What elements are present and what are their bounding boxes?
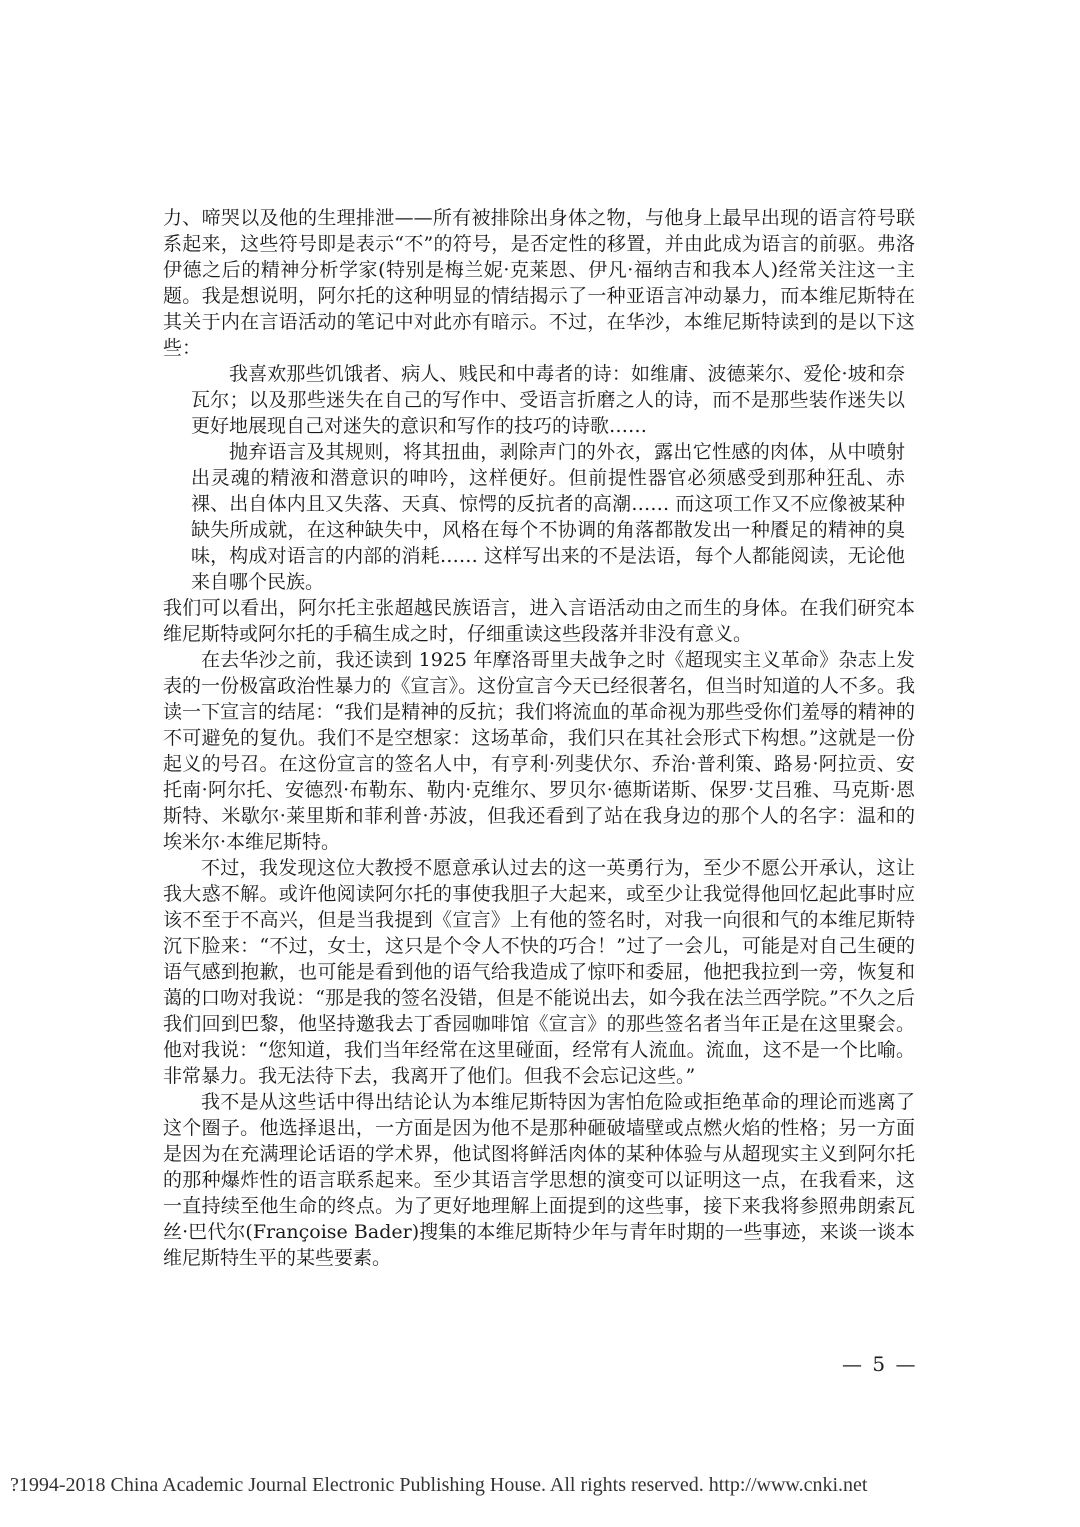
paragraph: 我们可以看出，阿尔托主张超越民族语言，进入言语活动由之而生的身体。在我们研究本维尼斯特或阿尔托的手稿生成之时，仔细重读这些段落并非没有意义。 xyxy=(163,597,915,645)
footer-copyright: ?1994-2018 China Academic Journal Electronic Publishing House. All rights reserved. http://www.cnki.net xyxy=(10,1474,868,1496)
paragraph: 在去华沙之前，我还读到 1925 年摩洛哥里夫战争之时《超现实主义革命》杂志上发表的一份极富政治性暴力的《宣言》。这份宣言今天已经很著名，但当时知道的人不多。我读一下宣言的结尾：“我们是精神的反抗；我们将流血的革命视为那些受你们羞辱的精神的不可避免的复仇。我们不是空想家：这场革命，我们只在其社会形式下构想。”这就是一份起义的号召。在这份宣言的签名人中，有亨利·列斐伏尔、乔治·普利策、路易·阿拉贡、安托南·阿尔托、安德烈·布勒东、勒内·克维尔、罗贝尔·德斯诺斯、保罗·艾吕雅、马克斯·恩斯特、米歇尔·莱里斯和菲利普·苏波，但我还看到了站在我身边的那个人的名字：温和的埃米尔·本维尼斯特。 xyxy=(163,649,915,853)
paragraph: 我不是从这些话中得出结论认为本维尼斯特因为害怕危险或拒绝革命的理论而逃离了这个圈子。他选择退出，一方面是因为他不是那种砸破墙壁或点燃火焰的性格；另一方面是因为在充满理论话语的学术界，他试图将鲜活肉体的某种体验与从超现实主义到阿尔托的那种爆炸性的语言联系起来。至少其语言学思想的演变可以证明这一点，在我看来，这一直持续至他生命的终点。为了更好地理解上面提到的这些事，接下来我将参照弗朗索瓦丝·巴代尔(Françoise Bader)搜集的本维尼斯特少年与青年时期的一些事迹，来谈一谈本维尼斯特生平的某些要素。 xyxy=(163,1091,915,1269)
page-number: — 5 — xyxy=(842,1352,918,1376)
block-quote: 抛弃语言及其规则，将其扭曲，剥除声门的外衣，露出它性感的肉体，从中喷射出灵魂的精液和潜意识的呻吟，这样便好。但前提性器官必须感受到那种狂乱、赤裸、出自体内且又失落、天真、惊愕的反抗者的高潮…… 而这项工作又不应像被某种缺失所成就，在这种缺失中，风格在每个不协调的角落都散发出一种餍足的精神的臭味，构成对语言的内部的消耗…… 这样写出来的不是法语，每个人都能阅读，无论他来自哪个民族。 xyxy=(191,441,905,593)
paragraph: 力、啼哭以及他的生理排泄——所有被排除出身体之物，与他身上最早出现的语言符号联系起来，这些符号即是表示“不”的符号，是否定性的移置，并由此成为语言的前驱。弗洛伊德之后的精神分析学家(特别是梅兰妮·克莱恩、伊凡·福纳吉和我本人)经常关注这一主题。我是想说明，阿尔托的这种明显的情结揭示了一种亚语言冲动暴力，而本维尼斯特在其关于内在言语活动的笔记中对此亦有暗示。不过，在华沙，本维尼斯特读到的是以下这些： xyxy=(163,207,915,359)
block-quote: 我喜欢那些饥饿者、病人、贱民和中毒者的诗：如维庸、波德莱尔、爱伦·坡和奈瓦尔；以及那些迷失在自己的写作中、受语言折磨之人的诗，而不是那些装作迷失以更好地展现自己对迷失的意识和写作的技巧的诗歌…… xyxy=(191,363,905,437)
paragraph: 不过，我发现这位大教授不愿意承认过去的这一英勇行为，至少不愿公开承认，这让我大惑不解。或许他阅读阿尔托的事使我胆子大起来，或至少让我觉得他回忆起此事时应该不至于不高兴，但是当我提到《宣言》上有他的签名时，对我一向很和气的本维尼斯特沉下脸来：“不过，女士，这只是个令人不快的巧合！”过了一会儿，可能是对自己生硬的语气感到抱歉，也可能是看到他的语气给我造成了惊吓和委屈，他把我拉到一旁，恢复和蔼的口吻对我说：“那是我的签名没错，但是不能说出去，如今我在法兰西学院。”不久之后我们回到巴黎，他坚持邀我去丁香园咖啡馆《宣言》的那些签名者当年正是在这里聚会。他对我说：“您知道，我们当年经常在这里碰面，经常有人流血。流血，这不是一个比喻。非常暴力。我无法待下去，我离开了他们。但我不会忘记这些。” xyxy=(163,857,915,1087)
body-text xyxy=(163,205,915,1271)
